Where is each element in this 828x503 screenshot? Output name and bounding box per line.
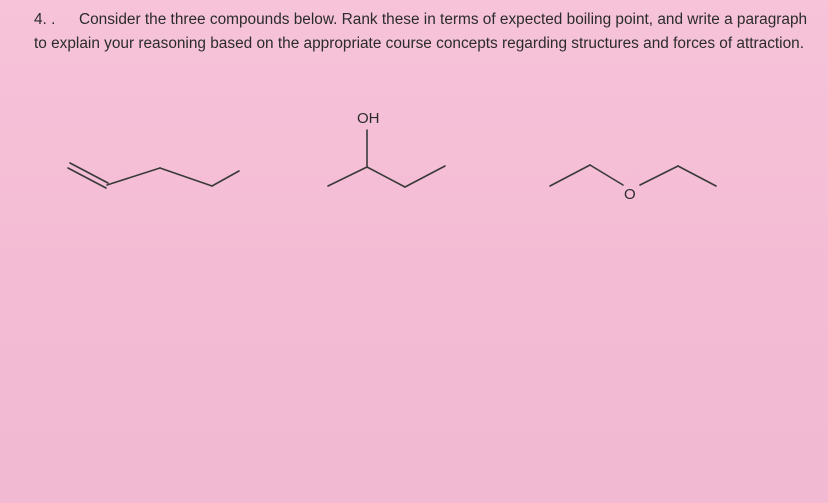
single-bond	[367, 167, 405, 187]
single-bond	[405, 166, 445, 187]
question-text: Consider the three compounds below. Rank these in terms of expected boiling point, and write a paragraph to explain your reasoning based on the appropriate course concepts regarding structures and forces of attraction.	[34, 11, 808, 52]
alcohol-structure	[328, 110, 445, 187]
single-bond	[328, 167, 367, 186]
question-number: 4. .	[34, 11, 56, 28]
single-bond	[212, 171, 239, 186]
ether-structure	[550, 165, 716, 203]
single-bond	[160, 168, 212, 186]
single-bond	[107, 168, 160, 185]
single-bond	[678, 166, 716, 186]
single-bond	[640, 166, 678, 185]
hydroxyl-label: OH	[357, 110, 380, 127]
alkene-structure	[68, 163, 239, 188]
single-bond	[590, 165, 623, 185]
double-bond-line-1	[68, 168, 106, 188]
double-bond-line-2	[70, 163, 108, 183]
ether-oxygen-label: O	[624, 186, 636, 203]
single-bond	[550, 165, 590, 186]
